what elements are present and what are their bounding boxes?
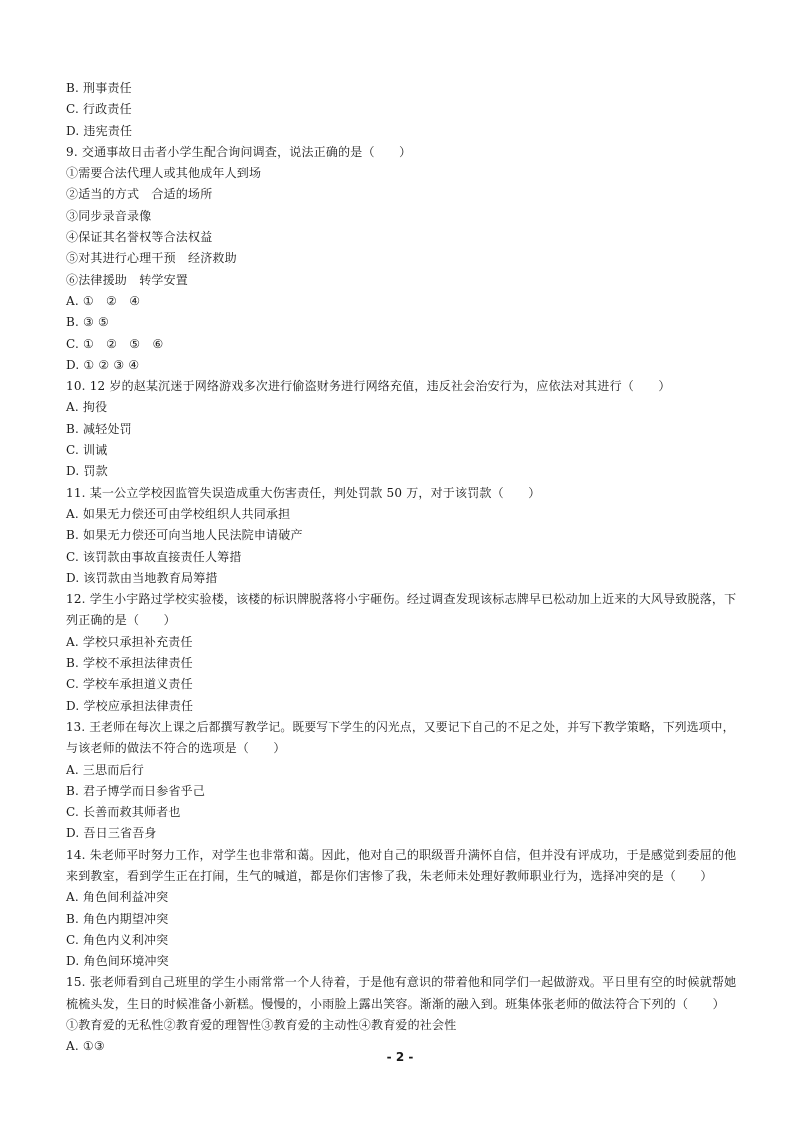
option-line: C. ① ② ⑤ ⑥ [66, 336, 164, 351]
question-stem: 12. 学生小宇路过学校实验楼，该楼的标识牌脱落将小宇砸伤。经过调查发现该标志牌早已松动加上近来的大风导致脱落，下 [66, 592, 737, 607]
question-stem: 10. 12 岁的赵某沉迷于网络游戏多次进行偷盗财务进行网络充值，违反社会治安行为，应依法对其进行（ ） [66, 379, 671, 394]
statement-line: ②适当的方式 合适的场所 [66, 187, 213, 202]
statement-line: ④保证其名誉权等合法权益 [66, 230, 213, 245]
statement-line: ③同步录音录像 [66, 208, 152, 223]
statement-line: ①需要合法代理人或其他成年人到场 [66, 166, 262, 181]
question-stem: 11. 某一公立学校因监管失误造成重大伤害责任，判处罚款 50 万，对于该罚款（ ） [66, 485, 541, 500]
statement-line: ①教育爱的无私性②教育爱的理智性③教育爱的主动性④教育爱的社会性 [66, 1018, 457, 1033]
option-line: C. 长善而救其师者也 [66, 805, 181, 820]
option-line: D. 违宪责任 [66, 123, 133, 138]
question-stem-continued: 来到教室，看到学生正在打闹，生气的喊道，都是你们害惨了我，朱老师未处理好教师职业行为，选择冲突的是（ ） [66, 868, 713, 883]
page-number: - 2 - [386, 1050, 414, 1064]
option-line: B. 君子博学而日参省乎己 [66, 783, 206, 798]
question-stem: 9. 交通事故日击者小学生配合询问调查，说法正确的是（ ） [66, 144, 412, 159]
option-line: B. 学校不承担法律责任 [66, 656, 193, 671]
option-line: C. 学校车承担道义责任 [66, 677, 193, 692]
option-line: C. 该罚款由事故直接责任人筹措 [66, 549, 242, 564]
option-line: B. 如果无力偿还可向当地人民法院申请破产 [66, 528, 303, 543]
option-line: A. 如果无力偿还可由学校组织人共同承担 [66, 506, 291, 521]
option-line: A. 学校只承担补充责任 [66, 634, 193, 649]
option-line: C. 角色内义利冲突 [66, 932, 169, 947]
question-list [66, 78, 746, 1058]
statement-line: ⑥法律援助 转学安置 [66, 272, 189, 287]
question-stem-continued: 与该老师的做法不符合的选项是（ ） [66, 741, 286, 756]
option-line: C. 行政责任 [66, 102, 132, 117]
option-line: D. ① ② ③ ④ [66, 357, 140, 372]
option-line: D. 罚款 [66, 464, 108, 479]
question-stem: 14. 朱老师平时努力工作，对学生也非常和蔼。因此，他对自己的职级晋升满怀自信，但并没有评成功，于是感觉到委屈的他 [66, 847, 737, 862]
question-stem: 13. 王老师在每次上课之后都撰写教学记。既要写下学生的闪光点，又要记下自己的不足之处，并写下教学策略，下列选项中， [66, 719, 735, 734]
option-line: D. 角色间环境冲突 [66, 954, 169, 969]
option-line: A. ①③ [66, 1039, 105, 1054]
option-line: A. 角色间利益冲突 [66, 890, 169, 905]
question-stem-continued: 列正确的是（ ） [66, 613, 176, 628]
option-line: A. 拘役 [66, 400, 108, 415]
option-line: B. 减轻处罚 [66, 421, 132, 436]
option-line: A. ① ② ④ [66, 293, 141, 308]
option-line: B. 角色内期望冲突 [66, 911, 169, 926]
option-line: C. 训诫 [66, 443, 108, 458]
option-line: B. 刑事责任 [66, 81, 132, 95]
question-stem-continued: 梳梳头发，生日的时候准备小新糕。慢慢的，小雨脸上露出笑容。渐渐的融入到。班集体张老师的做法符合下列的（ ） [66, 996, 725, 1011]
option-line: A. 三思而后行 [66, 762, 144, 777]
option-line: D. 学校应承担法律责任 [66, 698, 194, 713]
option-line: B. ③ ⑤ [66, 315, 109, 330]
statement-line: ⑤对其进行心理干预 经济救助 [66, 251, 237, 266]
question-stem: 15. 张老师看到自己班里的学生小雨常常一个人待着，于是他有意识的带着他和同学们一起做游戏。平日里有空的时候就帮她 [66, 975, 737, 990]
option-line: D. 吾日三省吾身 [66, 826, 157, 841]
option-line: D. 该罚款由当地教育局筹措 [66, 570, 218, 585]
